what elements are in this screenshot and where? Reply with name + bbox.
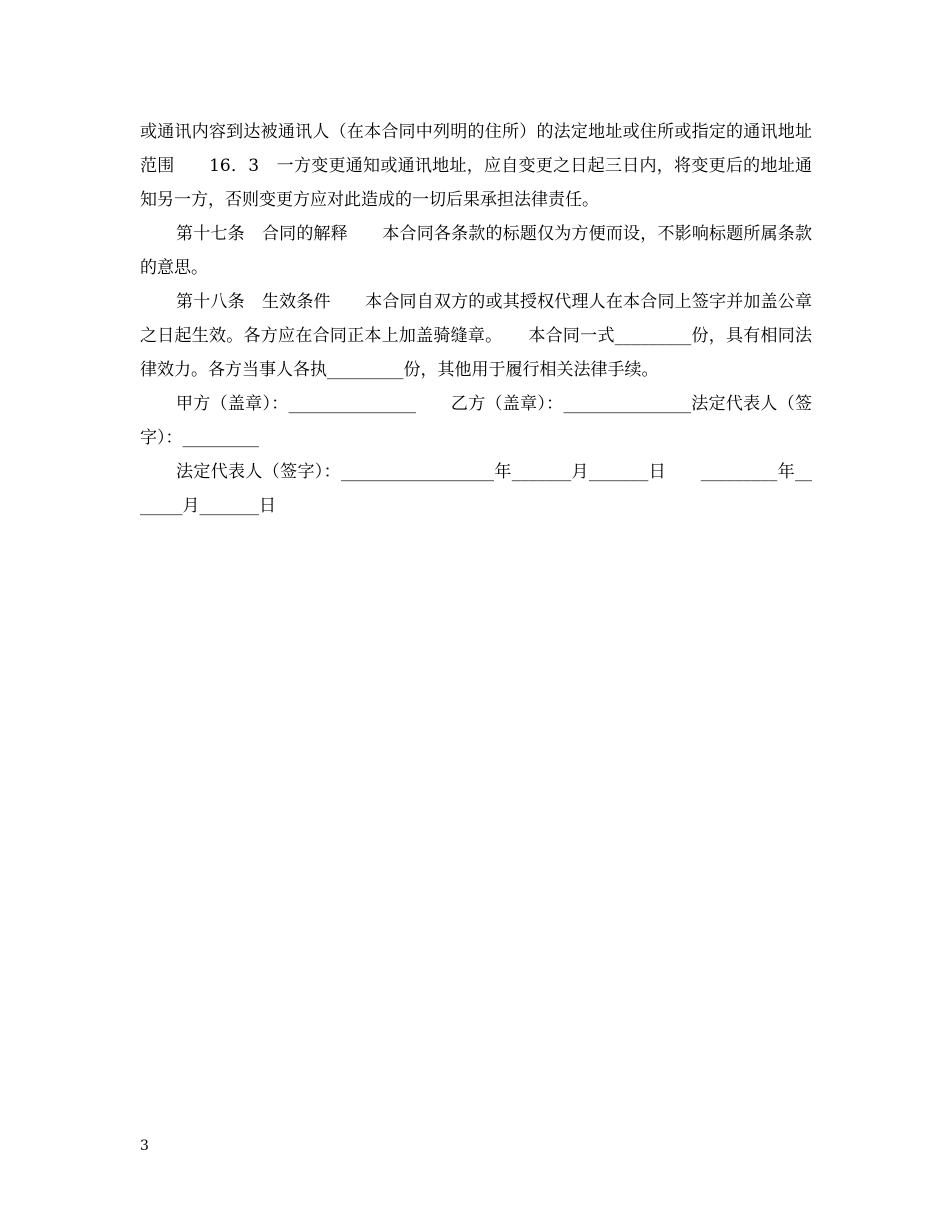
document-body xyxy=(140,115,812,523)
paragraph-article-17: 第十七条 合同的解释 本合同各条款的标题仅为方便而设，不影响标题所属条款的意思。 xyxy=(140,224,812,278)
paragraph-signature-dates: 法定代表人（签字）：__________________年_______月_______日 _________年_______月_______日 xyxy=(140,462,812,516)
paragraph-party-seals: 甲方（盖章）：_______________ 乙方（盖章）：_______________法定代表人（签字）：_________ xyxy=(140,394,812,448)
page-number: 3 xyxy=(140,1138,149,1154)
paragraph-notice-clause: 或通讯内容到达被通讯人（在本合同中列明的住所）的法定地址或住所或指定的通讯地址范围 16．3 一方变更通知或通讯地址，应自变更之日起三日内，将变更后的地址通知另一方，否则变更方应对此造成的一切后果承担法律责任。 xyxy=(140,122,812,210)
paragraph-article-18: 第十八条 生效条件 本合同自双方的或其授权代理人在本合同上签字并加盖公章之日起生效。各方应在合同正本上加盖骑缝章。 本合同一式_________份，具有相同法律效力。各方当事人各执_________份，其他用于履行相关法律手续。 xyxy=(140,292,812,380)
